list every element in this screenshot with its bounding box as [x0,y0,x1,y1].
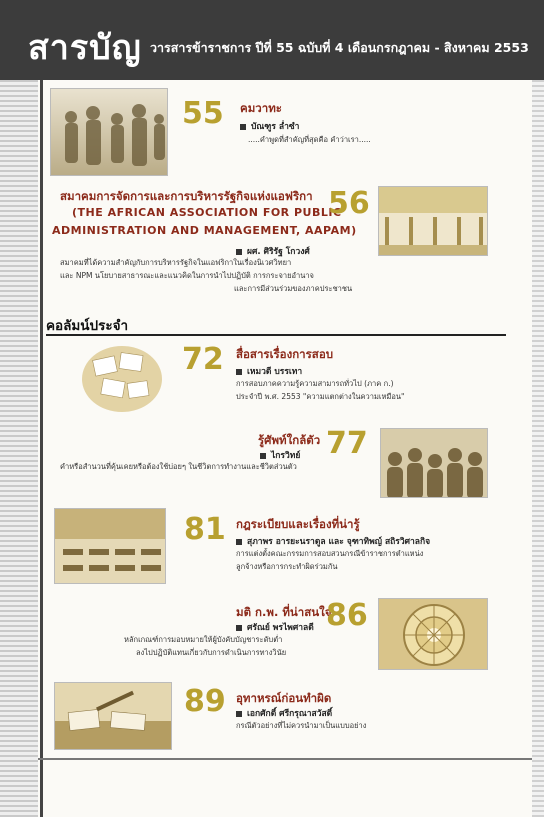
entry-title-56[interactable]: สมาคมการจัดการและการบริหารรัฐกิจแห่งแอฟริกา [60,189,313,203]
entry-title-72[interactable]: สื่อสารเรื่องการสอบ [236,347,334,361]
entry-desc-55: .....คำพูดที่สำคัญที่สุดคือ คำว่าเรา..... [248,135,371,144]
bullet-icon [236,249,242,255]
entry-title-en-56-line2: ADMINISTRATION AND MANAGEMENT, AAPAM) [52,224,357,237]
crowd-photo [50,88,168,176]
entry-author-86 [236,620,314,634]
entry-desc-81-line2: ลูกจ้างหรือการกระทำผิดร่วมกัน [236,562,338,571]
bullet-icon [236,625,242,631]
entry-title-86[interactable]: มติ ก.พ. ที่น่าสนใจ [236,605,332,619]
desk-photo [54,682,172,750]
bullet-icon [236,539,242,545]
entry-desc-56-line1: สมาคมที่ได้ความสำคัญกับการบริหารรัฐกิจในแอฟริกาในเรื่องนิเวศวิทยา [60,258,292,267]
classroom-photo [54,508,166,584]
entry-author-72 [236,364,302,378]
entry-desc-86-line2: ลงไปปฏิบัติแทนเกี่ยวกับการดำเนินการทางวินัย [136,648,287,657]
left-stripe-margin [0,0,38,817]
page-number-56: 56 [328,186,370,221]
author-name: ผศ. ศิริรัฐ โกวงศ์ [247,247,310,257]
author-name: ไกรวิทย์ [271,451,301,461]
entry-title-55[interactable]: คมวาทะ [240,101,282,115]
right-stripe-margin [532,80,544,817]
bullet-icon [240,124,246,130]
section-heading: คอลัมน์ประจำ [46,318,129,334]
author-name: สุภาพร อารยะนราดูล และ จุฑาทิพญ์ สถิรวิศาลกิจ [247,537,431,547]
entry-title-89[interactable]: อุทาหรณ์ก่อนทำผิด [236,691,332,705]
entry-title-77[interactable]: รู้ศัพท์ใกล้ตัว [258,433,321,447]
entry-desc-56-line3: และการมีส่วนร่วมของภาคประชาชน [234,284,353,293]
page-title: สารบัญ [28,28,142,68]
entry-desc-72-line2: ประจำปี พ.ศ. 2553 "ความแตกต่างในความเหมือน" [236,392,405,401]
author-name: เอกศักดิ์ ศรีกรุณาสวัสดิ์ [247,709,333,719]
entry-author-56 [236,244,310,258]
entry-title-81[interactable]: กฎระเบียบและเรื่องที่น่ารู้ [236,517,360,531]
meeting-hall-photo [378,186,488,256]
section-divider [46,334,506,336]
author-name: เหมวดี บรรเทา [247,367,303,377]
entry-desc-77: คำหรือสำนวนที่คุ้นเคยหรือต้องใช้บ่อยๆ ในชีวิตการทำงานและชีวิตส่วนตัว [60,462,297,471]
entry-author-77 [260,448,300,462]
vertical-rule [40,80,43,817]
group-photo [380,428,488,498]
entry-desc-56-line2: และ NPM นโยบายสาธารณะและแนวคิดในการนำไปปฏิบัติ การกระจายอำนาจ [60,271,314,280]
entry-desc-81-line1: การแต่งตั้งคณะกรรมการสอบสวนกรณีข้าราชการตำแหน่ง [236,549,424,558]
exam-papers-photo [80,344,164,414]
entry-author-89 [236,706,332,720]
entry-title-en-56-line1: (THE AFRICAN ASSOCIATION FOR PUBLIC [72,206,342,219]
page-number-86: 86 [326,598,368,633]
bullet-icon [236,711,242,717]
page-number-77: 77 [326,426,368,461]
page-number-89: 89 [184,684,226,719]
page-number-72: 72 [182,342,224,377]
page-number-81: 81 [184,512,226,547]
entry-desc-72-line1: การสอบภาคความรู้ความสามารถทั่วไป (ภาค ก.) [236,379,394,388]
entry-desc-86-line1: หลักเกณฑ์การมอบหมายให้ผู้บังคับบัญชาระดับต่ำ [124,635,283,644]
author-name: บัณฑูร ล่ำซำ [251,122,300,132]
bullet-icon [260,453,266,459]
bullet-icon [236,369,242,375]
bottom-divider [38,758,532,760]
entry-desc-89: กรณีตัวอย่างที่ไม่ควรนำมาเป็นแบบอย่าง [236,721,367,730]
page-header [0,0,544,80]
page-number-55: 55 [182,96,224,131]
entry-author-55 [240,119,299,133]
journal-subtitle: วารสารข้าราชการ ปีที่ 55 ฉบับที่ 4 เดือนกรกฎาคม - สิงหาคม 2553 [150,40,529,55]
entry-author-81 [236,534,430,548]
author-name: ศรัณย์ พรไพศาลดี [247,623,314,633]
dome-photo [378,598,488,670]
